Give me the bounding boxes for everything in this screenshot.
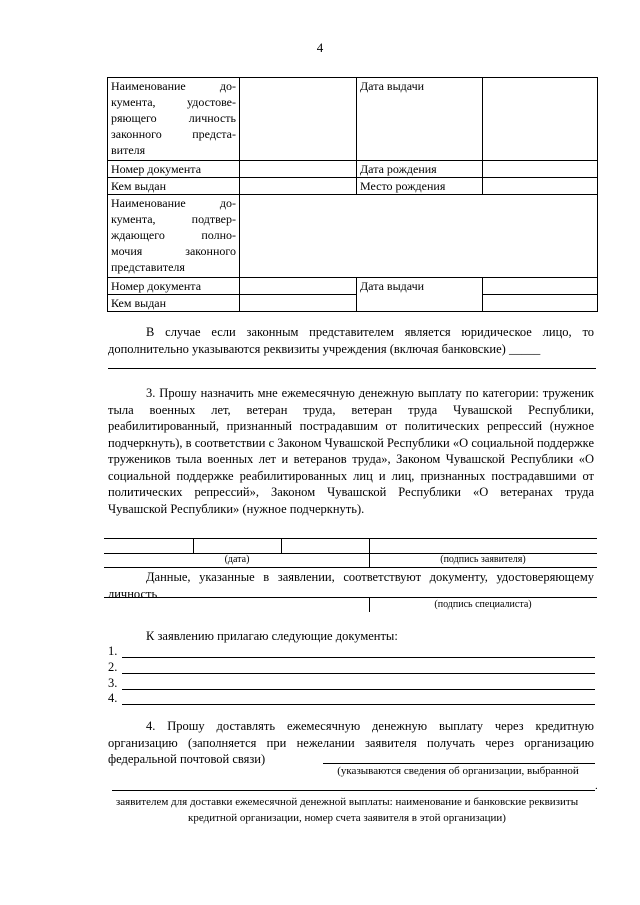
representative-document-table (107, 77, 598, 312)
birth-place-value[interactable] (483, 178, 598, 195)
delivery-paragraph: 4. Прошу доставлять ежемесячную денежную выплату через кредитную организацию (заполняется при нежелании заявителя получать через организацию федеральной почтовой связи) (108, 719, 594, 766)
issue-date-label-2: Дата выдачи (357, 278, 483, 312)
attachments-heading: К заявлению прилагаю следующие документы: (146, 629, 398, 643)
rep-doc-name-line: вителя (111, 143, 146, 157)
authority-doc-name-line: мочия законного (111, 244, 236, 258)
delivery-fill-line[interactable] (323, 763, 595, 764)
attachment-number: 3. (108, 676, 118, 690)
rep-doc-name-value[interactable] (240, 78, 357, 161)
issue-date-label: Дата выдачи (357, 78, 483, 161)
attachment-number: 4. (108, 691, 118, 705)
attachment-line[interactable] (122, 673, 595, 674)
doc-number-value-2[interactable] (240, 278, 357, 295)
attachment-number: 1. (108, 644, 118, 658)
birth-date-value[interactable] (483, 161, 598, 178)
delivery-caption-2: заявителем для доставки ежемесячной денежной выплаты: наименование и банковские реквизиты кредитной организации, номер счета заявителя в этой организации) (115, 796, 579, 824)
birth-date-label: Дата рождения (357, 161, 483, 178)
request-paragraph: 3. Прошу назначить мне ежемесячную денежную выплату по категории: труженик тыла военных лет, ветеран труда, ветеран труда Чувашской Республики, реабилитированный, признанный пострадавшим от политических репрессий (нужное подчеркнуть), в соответствии с Законом Чувашской Республики «О социальной поддержке тружеников тыла военных лет и ветеранов труда», Законом Чувашской Республики «О социальной поддержке реабилитированных лиц и лиц, признанных пострадавшими от политических репрессий», Законом Чувашской Республики «О ветеранах труда Чувашской Республики» (нужное подчеркнуть). (108, 386, 594, 516)
attachment-line[interactable] (122, 689, 595, 690)
legal-entity-paragraph: В случае если законным представителем является юридическое лицо, то дополнительно указываются реквизиты учреждения (включая банковские) _____ (108, 325, 594, 356)
legal-entity-fill-line[interactable] (108, 368, 596, 369)
attachment-line[interactable] (122, 704, 595, 705)
rep-doc-name-line: ряющего личность (111, 111, 236, 125)
trailing-mark: . (595, 780, 598, 792)
doc-number-value[interactable] (240, 161, 357, 178)
rep-doc-name-cell (108, 78, 240, 161)
doc-number-label: Номер документа (108, 161, 240, 178)
attachment-number: 2. (108, 660, 118, 674)
doc-number-label-2: Номер документа (108, 278, 240, 295)
date-caption: (дата) (224, 554, 250, 565)
rep-doc-name-line: законного предста- (111, 127, 236, 141)
issue-date-value-2[interactable] (483, 278, 598, 295)
sign-table-top-line (104, 538, 597, 539)
issued-by-value[interactable] (240, 178, 357, 195)
sign-divider (281, 538, 282, 553)
birth-place-label: Место рождения (357, 178, 483, 195)
authority-doc-name-line: ждающего полно- (111, 228, 236, 242)
delivery-caption-1: (указываются сведения об организации, выбранной (337, 765, 579, 777)
rep-doc-name-line: Наименование до- (111, 79, 236, 93)
applicant-signature-caption: (подпись заявителя) (440, 554, 526, 565)
issued-by-value-2[interactable] (240, 295, 357, 312)
sign-row-line (104, 567, 597, 568)
authority-doc-name-line: кумента, подтвер- (111, 212, 236, 226)
attachment-line[interactable] (122, 657, 595, 658)
issued-by-value-2b[interactable] (483, 295, 598, 312)
specialist-sign-line[interactable] (104, 597, 597, 598)
authority-doc-name-line: Наименование до- (111, 196, 236, 210)
page-number: 4 (316, 40, 324, 55)
rep-doc-name-line: кумента, удостове- (111, 95, 236, 109)
issued-by-label-2: Кем выдан (108, 295, 240, 312)
delivery-fill-line-2[interactable] (112, 790, 595, 791)
conformity-paragraph: Данные, указанные в заявлении, соответствуют документу, удостоверяющему личность (108, 570, 594, 601)
sign-divider (193, 538, 194, 553)
authority-doc-name-value[interactable] (240, 195, 598, 278)
issued-by-label: Кем выдан (108, 178, 240, 195)
authority-doc-name-line: представителя (111, 260, 185, 274)
issue-date-value[interactable] (483, 78, 598, 161)
authority-doc-name-cell (108, 195, 240, 278)
specialist-signature-caption: (подпись специалиста) (434, 599, 532, 610)
